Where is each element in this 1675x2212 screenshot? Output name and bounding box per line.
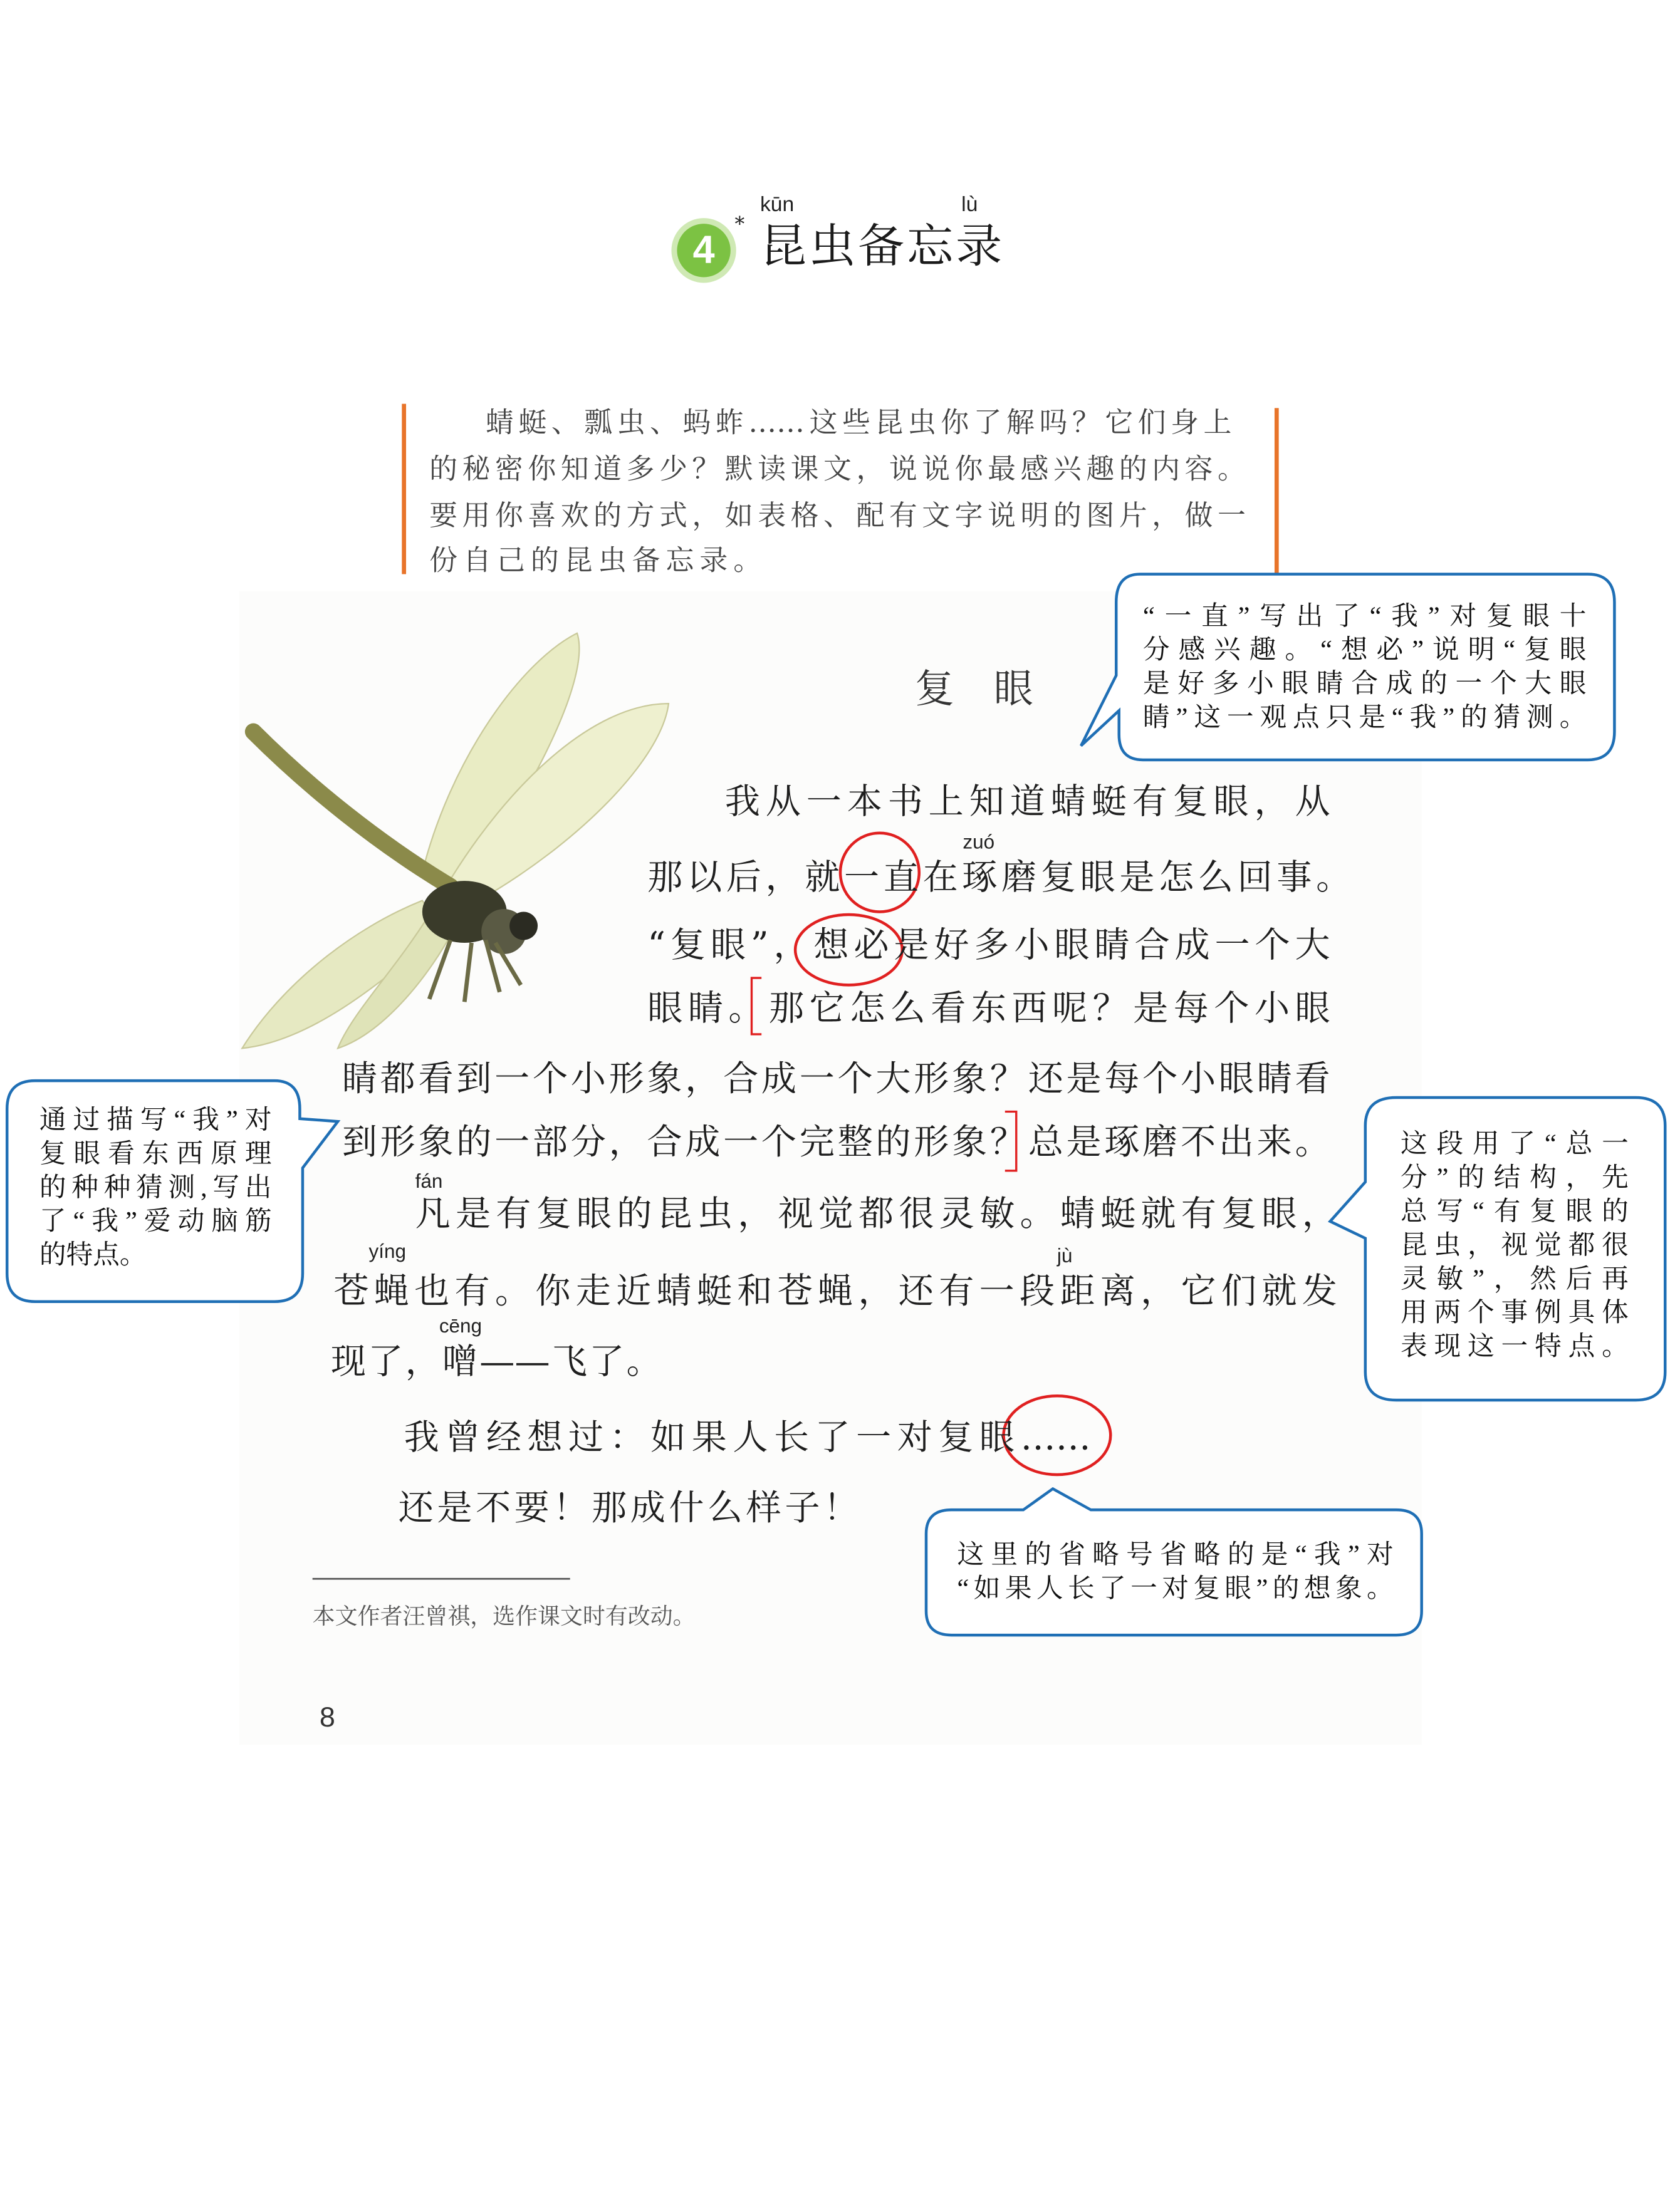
pinyin-ju: jù	[1057, 1244, 1073, 1267]
lesson-number: 4	[692, 227, 715, 272]
body-line-1: 我从一本书上知道蜻蜓有复眼，从	[724, 781, 1330, 822]
callout-3-line: 总写“有复眼的	[1400, 1197, 1629, 1227]
body-line-6: 到形象的一部分，合成一个完整的形象？总是琢磨不出来。	[342, 1121, 1330, 1163]
pinyin-ceng: cēng	[439, 1314, 483, 1337]
body-line-8: 苍蝇也有。你走近蜻蜓和苍蝇，还有一段距离，它们就发	[333, 1270, 1337, 1312]
callout-2-line: 的种种猜测,写出	[39, 1173, 272, 1203]
body-line-5: 睛都看到一个小形象，合成一个大形象？还是每个小眼睛看	[342, 1058, 1330, 1099]
body-line-7: 凡是有复眼的昆虫，视觉都很灵敏。蜻蜓就有复眼，	[415, 1193, 1337, 1234]
lesson-title: 昆虫备忘录	[759, 218, 1003, 273]
title-pinyin-kun: kūn	[759, 192, 795, 217]
callout-3-line: 昆虫，视觉都很	[1400, 1231, 1629, 1261]
callout-2-line: 通过描写“我”对	[39, 1106, 272, 1136]
intro-line-2: 的秘密你知道多少？默读课文，说说你最感兴趣的内容。	[429, 452, 1246, 485]
callout-3-line: 表现这一特点。	[1400, 1332, 1629, 1363]
callout-4-line: “如果人长了一对复眼”的想象。	[957, 1574, 1394, 1604]
body-line-11: 还是不要！那成什么样子！	[398, 1487, 859, 1529]
callout-3-line: 用两个事例具体	[1400, 1299, 1629, 1329]
intro-line-1: 蜻蜓、瓢虫、蚂蚱……这些昆虫你了解吗？它们身上	[485, 405, 1232, 439]
body-line-4: 眼睛。那它怎么看东西呢？是每个小眼	[647, 987, 1330, 1029]
callout-1	[1143, 601, 1587, 736]
callout-2-line: 的特点。	[39, 1241, 147, 1271]
section-title: 复 眼	[915, 665, 1033, 712]
pinyin-ying: yíng	[368, 1239, 406, 1262]
callout-3-line: 这段用了“总一	[1400, 1129, 1629, 1160]
callout-4	[957, 1539, 1393, 1607]
callout-1-line: “一直”写出了“我”对复眼十	[1142, 602, 1587, 632]
callout-3-line: 灵敏”，然后再	[1400, 1265, 1629, 1295]
pinyin-zuo: zuó	[963, 830, 995, 853]
intro-line-3: 要用你喜欢的方式，如表格、配有文字说明的图片，做一	[429, 498, 1246, 532]
callout-2	[39, 1104, 272, 1274]
callout-4-line: 这里的省略号省略的是“我”对	[957, 1540, 1394, 1571]
callout-3	[1401, 1128, 1629, 1364]
body-line-3: “复眼”，想必是好多小眼睛合成一个大	[647, 924, 1330, 965]
body-line-10: 我曾经想过：如果人长了一对复眼……	[404, 1416, 1091, 1458]
footnote: 本文作者汪曾祺，选作课文时有改动。	[312, 1602, 696, 1630]
body-line-2: 那以后，就一直在琢磨复眼是怎么回事。	[647, 856, 1352, 898]
page-number: 8	[319, 1702, 335, 1734]
body-line-9: 现了，噌——飞了。	[330, 1341, 662, 1382]
callout-3-line: 分”的结构，先	[1400, 1163, 1629, 1193]
intro-line-4: 份自己的昆虫备忘录。	[429, 543, 768, 577]
pinyin-fan: fán	[415, 1169, 443, 1192]
callout-1-line: 分感兴趣。“想必”说明“复眼	[1142, 636, 1587, 666]
callout-1-line: 睛”这一观点只是“我”的猜测。	[1142, 704, 1587, 734]
callout-2-line: 了“我”爱动脑筋	[39, 1207, 272, 1237]
callout-1-line: 是好多小眼睛合成的一个大眼	[1142, 670, 1587, 700]
optional-lesson-marker: *	[734, 214, 745, 237]
title-pinyin-lu: lù	[961, 192, 978, 217]
callout-2-line: 复眼看东西原理	[39, 1140, 272, 1170]
